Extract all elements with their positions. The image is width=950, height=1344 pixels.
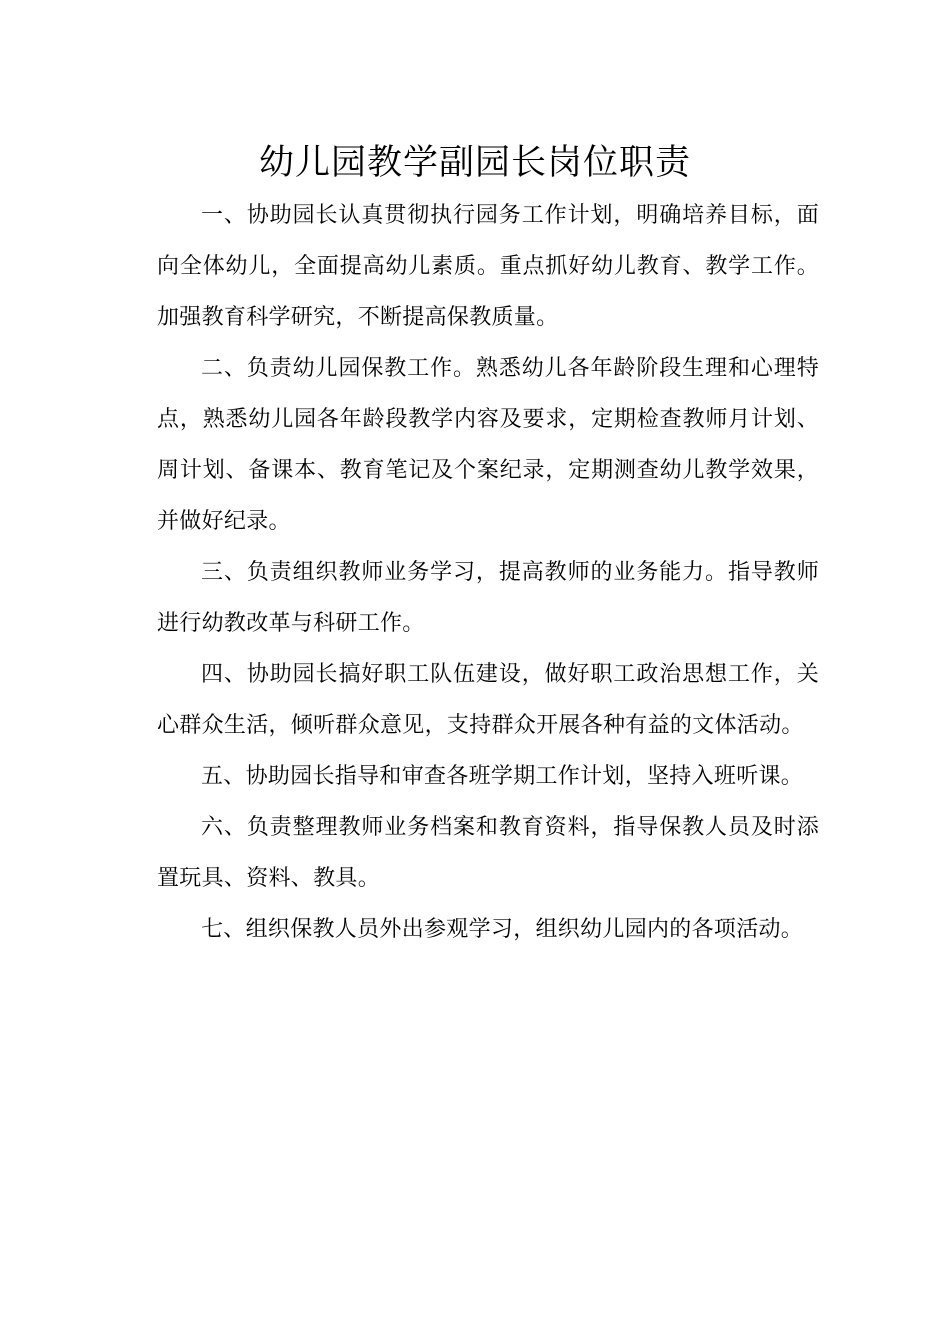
duty-paragraph-5: 五、协助园长指导和审查各班学期工作计划，坚持入班听课。: [201, 764, 804, 789]
duty-paragraph-3: 三、负责组织教师业务学习，提高教师的业务能力。指导教师进行幼教改革与科研工作。: [157, 560, 819, 636]
duty-paragraph-6: 六、负责整理教师业务档案和教育资料，指导保教人员及时添置玩具、资料、教具。: [157, 815, 819, 891]
duty-paragraph-2: 二、负责幼儿园保教工作。熟悉幼儿各年龄阶段生理和心理特点，熟悉幼儿园各年龄段教学内容及要求，定期检查教师月计划、周计划、备课本、教育笔记及个案纪录，定期测查幼儿教学效果，并做好纪录。: [157, 356, 819, 534]
duty-paragraph-7: 七、组织保教人员外出参观学习，组织幼儿园内的各项活动。: [201, 917, 804, 942]
document-title: 幼儿园教学副园长岗位职责: [258, 143, 691, 183]
document-body: [157, 190, 819, 955]
duty-paragraph-1: 一、协助园长认真贯彻执行园务工作计划，明确培养目标，面向全体幼儿，全面提高幼儿素质。重点抓好幼儿教育、教学工作。加强教育科学研究，不断提高保教质量。: [157, 203, 819, 330]
duty-paragraph-4: 四、协助园长搞好职工队伍建设，做好职工政治思想工作，关心群众生活，倾听群众意见，支持群众开展各种有益的文体活动。: [157, 662, 819, 738]
